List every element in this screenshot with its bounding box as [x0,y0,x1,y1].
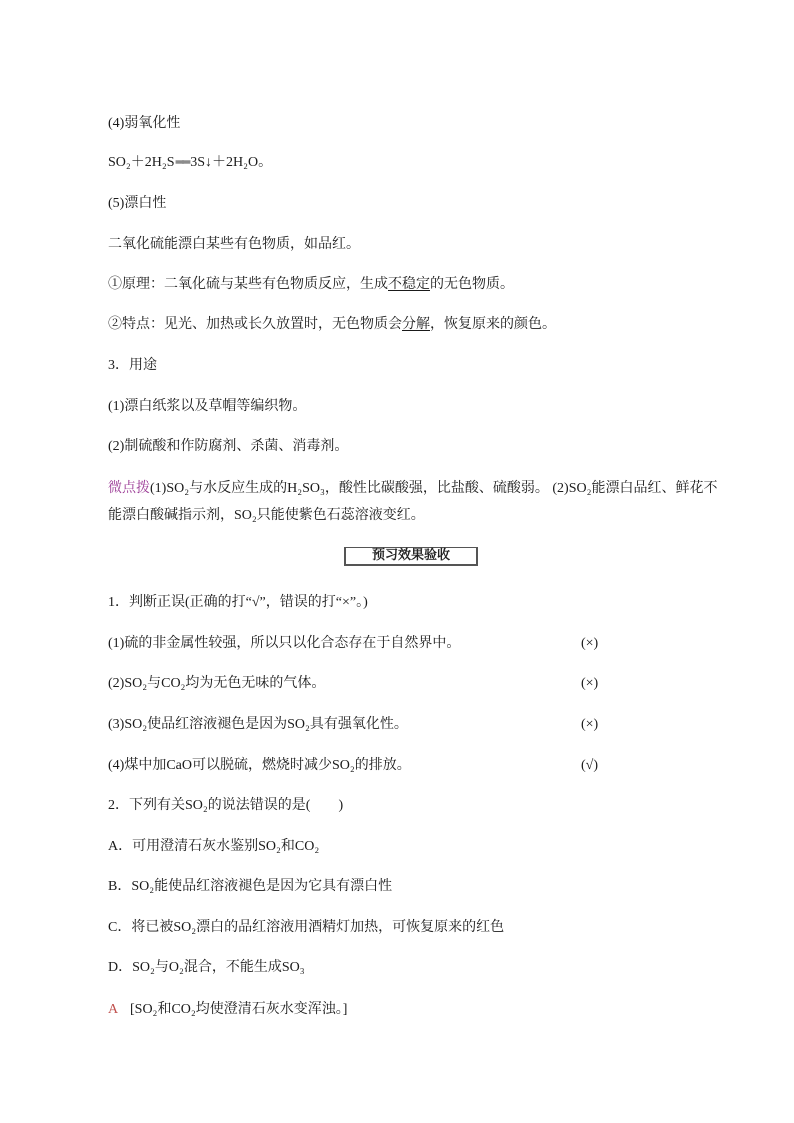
option-c: C．将已被SO₂漂白的品红溶液用酒精灯加热，可恢复原来的红色 [108,920,505,935]
equation-sign: ══ [175,156,190,169]
judgment-item-mark: (×) [581,676,599,691]
tip-line-2: 能漂白酸碱指示剂，SO₂只能使紫色石蕊溶液变红。 [108,508,425,523]
principle-text-before: ①原理：二氧化硫与某些有色物质反应，生成 [108,277,388,292]
tip-label: 微点拨 [108,481,150,496]
weak-oxidation-heading: (4)弱氧化性 [108,116,181,131]
option-b: B．SO₂能使品红溶液褪色是因为它具有漂白性 [108,879,393,894]
feature-underlined-term: 分解 [402,317,430,332]
uses-item: (1)漂白纸浆以及草帽等编织物。 [108,399,307,414]
bleaching-intro: 二氧化硫能漂白某些有色物质，如品红。 [108,237,360,252]
question-1-prompt: 1．判断正误(正确的打“√”，错误的打“×”。) [108,595,368,610]
judgment-item-text: (3)SO₂使品红溶液褪色是因为SO₂具有强氧化性。 [108,717,408,732]
judgment-item-mark: (√) [581,758,599,773]
judgment-item-text: (4)煤中加CaO可以脱硫，燃烧时减少SO₂的排放。 [108,758,411,773]
answer-line [108,1002,348,1018]
bleaching-feature [108,317,556,333]
bleaching-heading: (5)漂白性 [108,196,167,211]
section-title-left-cap [344,547,346,566]
answer-explanation: [SO₂和CO₂均使澄清石灰水变浑浊。] [130,1002,348,1017]
answer-key: A [108,1002,119,1017]
tip-line-1 [108,481,717,497]
judgment-item-text: (1)硫的非金属性较强，所以只以化合态存在于自然界中。 [108,636,461,651]
principle-underlined-term: 不稳定 [388,277,430,292]
equation-products: 3S↓＋2H₂O。 [190,155,273,170]
judgment-item-text: (2)SO₂与CO₂均为无色无味的气体。 [108,676,326,691]
bleaching-principle [108,277,514,293]
section-title-box [344,547,478,566]
question-2-prompt: 2．下列有关SO₂的说法错误的是( ) [108,798,344,813]
feature-text-before: ②特点：见光、加热或长久放置时，无色物质会 [108,317,402,332]
tip-text: (1)SO₂与水反应生成的H₂SO₃，酸性比碳酸强，比盐酸、硫酸弱。 (2)SO₂能漂白品红、鲜花不 [150,481,718,496]
weak-oxidation-equation [108,155,272,171]
section-title-right-cap [476,547,478,566]
uses-heading: 3．用途 [108,358,157,373]
uses-item: (2)制硫酸和作防腐剂、杀菌、消毒剂。 [108,439,349,454]
principle-text-after: 的无色物质。 [430,277,514,292]
equation-reactants: SO₂＋2H₂S [108,155,175,170]
judgment-item-mark: (×) [581,717,599,732]
feature-text-after: ，恢复原来的颜色。 [430,317,556,332]
judgment-item-mark: (×) [581,636,599,651]
section-title: 预习效果验收 [371,548,450,563]
option-a: A．可用澄清石灰水鉴别SO₂和CO₂ [108,839,320,854]
option-d: D．SO₂与O₂混合，不能生成SO₃ [108,960,305,975]
